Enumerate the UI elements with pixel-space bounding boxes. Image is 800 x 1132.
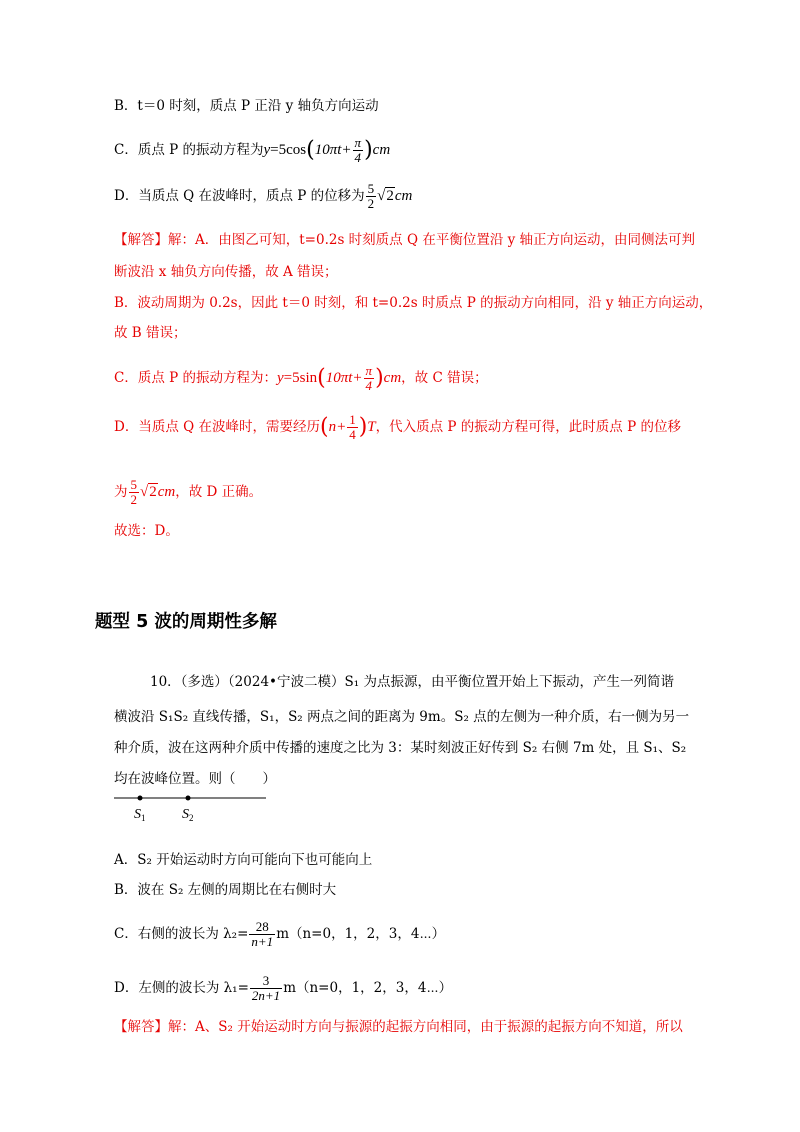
equation-n: n+ bbox=[328, 419, 347, 435]
answer-line-2: 断波沿 x 轴负方向传播，故 A 错误； bbox=[114, 264, 338, 280]
answer-choice: 故选：D。 bbox=[114, 523, 179, 539]
label-s1: $S_1$ bbox=[134, 807, 146, 823]
point-s2 bbox=[186, 796, 191, 801]
option-d-line: D．当质点 Q 在波峰时，质点 P 的位移为 $\frac{5}{2}$ √2cm bbox=[114, 181, 413, 211]
equation-y: y bbox=[277, 370, 284, 386]
fraction-pi-4: $\frac{\pi}{4}$ bbox=[365, 363, 373, 393]
sqrt-argument: 2 bbox=[386, 188, 394, 204]
unit-cm: cm bbox=[157, 484, 176, 500]
s1-s2-diagram bbox=[114, 788, 274, 828]
equation-sin: =5sin bbox=[283, 370, 318, 386]
equation-T: T bbox=[367, 419, 376, 435]
answer-d-line: D．当质点 Q 在波峰时，需要经历(n+ $\frac{1}{4}$ )T，代入质点 P 的振动方程可得，此时质点 P 的位移 bbox=[114, 412, 681, 442]
answer-c-line: C．质点 P 的振动方程为：y=5sin(10πt+ $\frac{\pi}{4}$ )cm，故 C 错误； bbox=[114, 363, 488, 393]
q10-option-c-text: C．右侧的波长为 λ₂= bbox=[114, 926, 249, 942]
answer-e-line: 为 $\frac{5}{2}$ √2cm，故 D 正确。 bbox=[114, 477, 263, 507]
q10-line-1: 10．（多选）（2024•宁波二模）S₁ 为点振源，由平衡位置开始上下振动，产生一列简谐 bbox=[150, 674, 674, 690]
q10-line-3: 种介质，波在这两种介质中传播的速度之比为 3：某时刻波正好传到 S₂ 右侧 7m 处，且 S₁、S₂ bbox=[114, 740, 687, 756]
answer-d-post: ，代入质点 P 的振动方程可得，此时质点 P 的位移 bbox=[375, 419, 681, 435]
equation-arg: 10πt+ bbox=[325, 370, 363, 386]
equation-cos: =5cos bbox=[270, 142, 307, 158]
point-s1 bbox=[138, 796, 143, 801]
q10-option-d-post: m（n=0，1，2，3，4⋯） bbox=[283, 980, 453, 996]
unit-cm: cm bbox=[394, 188, 413, 204]
label-s2: $S_2$ bbox=[182, 807, 194, 823]
section-title: 题型 5 波的周期性多解 bbox=[95, 612, 277, 632]
q10-option-a: A．S₂ 开始运动时方向可能向下也可能向上 bbox=[114, 852, 373, 868]
answer-line-4: 故 B 错误； bbox=[114, 325, 187, 341]
fraction-pi-4: $\frac{\pi}{4}$ bbox=[354, 135, 362, 165]
q10-option-b: B．波在 S₂ 左侧的周期比在右侧时大 bbox=[114, 882, 337, 898]
q10-option-d-text: D．左侧的波长为 λ₁= bbox=[114, 980, 249, 996]
answer-e-text: 为 bbox=[114, 484, 128, 500]
option-c-text: C．质点 P 的振动方程为 bbox=[114, 142, 264, 158]
fraction-5-2: $\frac{5}{2}$ bbox=[367, 181, 375, 211]
q10-answer-start: 【解答】解：A、S₂ 开始运动时方向与振源的起振方向相同，由于振源的起振方向不知道，所以 bbox=[114, 1019, 683, 1035]
option-b-text: B．t＝0 时刻，质点 P 正沿 y 轴负方向运动 bbox=[114, 98, 379, 114]
sqrt-argument: 2 bbox=[149, 484, 157, 500]
answer-c-post: ，故 C 错误； bbox=[401, 370, 488, 386]
equation-arg: 10πt+ bbox=[314, 142, 352, 158]
q10-line-4: 均在波峰位置。则（ ） bbox=[114, 771, 276, 787]
fraction-28-n1: $\frac{28}{n+1}$ bbox=[251, 919, 274, 949]
option-d-text: D．当质点 Q 在波峰时，质点 P 的位移为 bbox=[114, 188, 365, 204]
answer-line-1: 【解答】解：A．由图乙可知，t=0.2s 时刻质点 Q 在平衡位置沿 y 轴正方向运动，由同侧法可判 bbox=[114, 232, 696, 248]
unit-cm: cm bbox=[383, 370, 402, 386]
answer-c-text: C．质点 P 的振动方程为： bbox=[114, 370, 277, 386]
option-c-line: C．质点 P 的振动方程为y=5cos(10πt+ $\frac{\pi}{4}$ )cm bbox=[114, 135, 391, 165]
answer-line-3: B．波动周期为 0.2s，因此 t＝0 时刻，和 t=0.2s 时质点 P 的振动方向相同，沿 y 轴正方向运动， bbox=[114, 295, 713, 311]
fraction-5-2: $\frac{5}{2}$ bbox=[130, 477, 137, 507]
q10-option-c bbox=[114, 920, 445, 949]
answer-e-post: ，故 D 正确。 bbox=[175, 484, 263, 500]
q10-line-2: 横波沿 S₁S₂ 直线传播，S₁，S₂ 两点之间的距离为 9m。S₂ 点的左侧为一种介质，右一侧为另一 bbox=[114, 709, 690, 725]
unit-cm: cm bbox=[372, 142, 391, 158]
equation-y: y bbox=[263, 142, 271, 158]
fraction-1-4: $\frac{1}{4}$ bbox=[349, 412, 356, 442]
fraction-3-2n1: $\frac{3}{2n+1}$ bbox=[251, 973, 281, 1003]
q10-option-c-post: m（n=0，1，2，3，4⋯） bbox=[276, 926, 446, 942]
answer-d-text: D．当质点 Q 在波峰时，需要经历 bbox=[114, 419, 320, 435]
q10-option-d bbox=[114, 974, 452, 1003]
